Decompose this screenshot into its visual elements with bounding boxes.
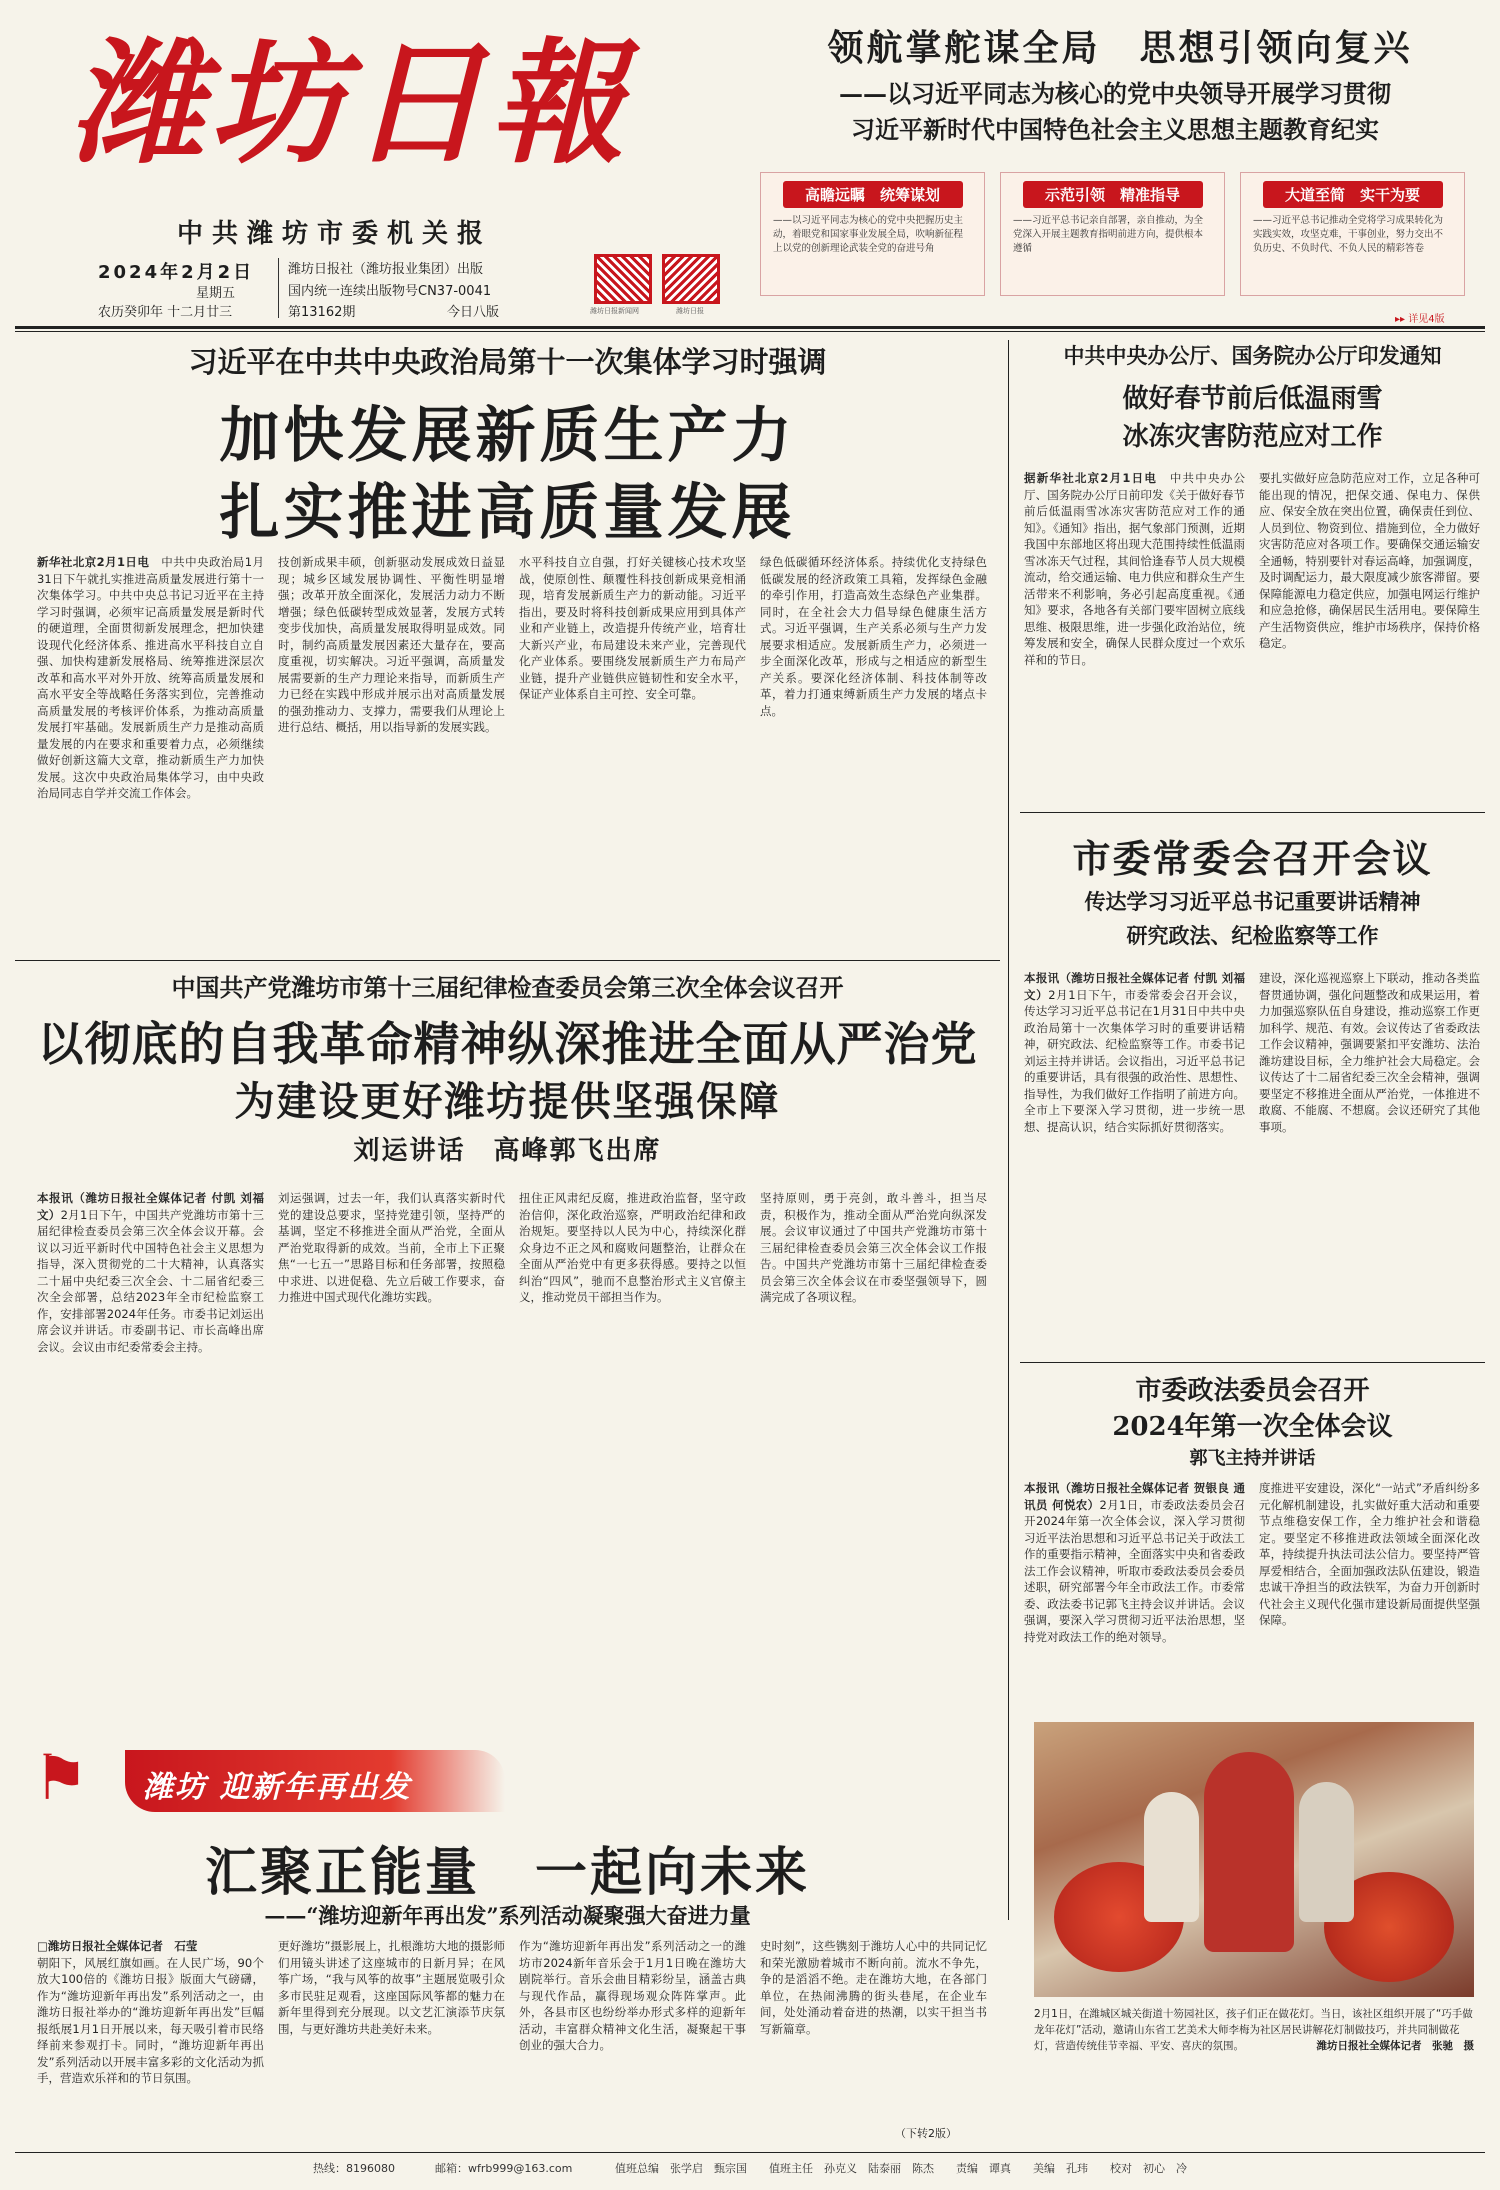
masthead <box>62 18 742 320</box>
sc-sub1: 传达学习习近平总书记重要讲话精神 <box>1084 889 1421 914</box>
top-feature <box>745 12 1480 330</box>
right-top-story <box>1020 340 1485 825</box>
issue-lunar: 农历癸卯年 十二月廿三 <box>98 305 233 320</box>
photo-child-2 <box>1299 1782 1354 1922</box>
qr-code-paper[interactable] <box>662 254 720 304</box>
sc-col-1-text: 2月1日下午，市委常委会召开会议，传达学习习近平总书记在1月31日中共中央政治局第十一次集体学习时的重要讲话精神，研究政法、纪检监察等工作。市委书记刘运主持并讲话。会议指出，习近平总书记的重要讲话，具有很强的政治性、思想性、指导性，为我们做好工作指明了前进方向。全市上下要深入学习贯彻，进一步统一思想、提高认识，结合实际抓好贯彻落实。 <box>1024 987 1246 1134</box>
top-feature-sub2: 习近平新时代中国特色社会主义思想主题教育纪实 <box>851 115 1379 144</box>
lead-kicker: 习近平在中共中央政治局第十一次集体学习时强调 <box>188 345 827 379</box>
pl-col-1 <box>1024 1480 1245 1710</box>
new-year-col-3: 作为“潍坊迎新年再出发”系列活动之一的潍坊市2024新年音乐会于1月1日晚在潍坊大剧院举行。音乐会曲目精彩纷呈，涵盖古典与现代作品，赢得现场观众阵阵掌声。此外，各县市区也纷纷举办形式多样的迎新年活动，丰富群众精神文化生活，凝聚起干事创业的强大合力。 <box>519 1939 746 2052</box>
box-1-text: ——以习近平同志为核心的党中央把握历史主动，着眼党和国家事业发展全局，吹响新征程上以党的创新理论武装全党的奋进号角 <box>773 215 964 254</box>
lead-story <box>15 340 1000 952</box>
standing-committee-story <box>1020 820 1485 1360</box>
box-1-tag: 高瞻远瞩 统筹谋划 <box>783 181 963 208</box>
continued-note[interactable]: （下转2版） <box>895 2127 957 2140</box>
top-feature-box-3[interactable] <box>1240 172 1465 296</box>
new-year-col-2: 更好潍坊”摄影展上，扎根潍坊大地的摄影师们用镜头讲述了这座城市的日新月异；在风筝广场，“我与风筝的故事”主题展览吸引众多市民驻足观看，这座国际风筝都的魅力在新年里得到充分展现。以文艺汇演添节庆氛围，与更好潍坊共赴美好未来。 <box>278 1939 505 2036</box>
pl-byline: 本报讯（潍坊日报社全媒体记者 贺银良 通讯员 何悦农） <box>1024 1481 1245 1512</box>
discipline-byline: 本报讯（潍坊日报社全媒体记者 付凯 刘福文） <box>37 1191 264 1222</box>
qr-code-news[interactable] <box>594 254 652 304</box>
issue-weekday: 星期五 <box>196 286 236 301</box>
publisher: 潍坊日报社（潍坊报业集团）出版 <box>288 262 484 277</box>
box-3-text: ——习近平总书记推动全党将学习成果转化为实践实效，攻坚克难，干事创业，努力交出不负历史、不负时代、不负人民的精彩答卷 <box>1253 215 1444 254</box>
photo-credit: 潍坊日报社全媒体记者 张驰 摄 <box>1316 2040 1474 2052</box>
issue-date: 2024年2月2日 <box>98 262 255 283</box>
photo-child <box>1144 1792 1199 1922</box>
photo-person <box>1204 1752 1294 1952</box>
pl-col-1-text: 2月1日，市委政法委员会召开2024年第一次全体会议，深入学习贯彻习近平法治思想和习近平总书记关于政法工作的重要指示精神，全面落实中央和省委政法工作会议精神，听取市委政法委员会委员述职，研究部署今年全市政法工作。市委常委、政法委书记郭飞主持会议并讲话。会议强调，要深入学习贯彻习近平法治思想，坚持党对政法工作的绝对领导。 <box>1024 1497 1245 1644</box>
sc-col-2: 建设，深化巡视巡察上下联动，推动各类监督贯通协调，强化问题整改和成果运用，着力加强巡察队伍自身建设，推动巡察工作更加科学、规范、有效。会议传达了省委政法工作会议精神，强调要紧扣平安潍坊、法治潍坊建设目标，全力维护社会大局稳定。会议传达了十二届省纪委三次全会精神，强调要坚定不移推进全面从严治党，一体推进不敢腐、不能腐、不想腐。会议还研究了其他事项。 <box>1259 971 1480 1134</box>
discipline-headline-1[interactable]: 以彻底的自我革命精神纵深推进全面从严治党 <box>37 1017 978 1071</box>
footer-editors: 值班总编 张学启 甄宗国 值班主任 孙克义 陆泰丽 陈杰 责编 谭真 美编 孔玮 校对 初心 冷 <box>615 2162 1187 2175</box>
lead-col-4: 绿色低碳循环经济体系。持续优化支持绿色低碳发展的经济政策工具箱，发挥绿色金融的牵引作用，打造高效生态绿色产业集群。同时，在全社会大力倡导绿色健康生活方式。习近平强调，生产关系必须与生产力发展要求相适应。发展新质生产力，必须进一步全面深化改革，形成与之相适应的新型生产关系。要深化经济体制、科技体制等改革，着力打通束缚新质生产力发展的堵点卡点。 <box>760 555 987 718</box>
qr-caption-paper: 潍坊日报 <box>676 307 704 315</box>
see-more-label: 详见4版 <box>1408 314 1445 325</box>
pl-headline-2[interactable]: 2024年第一次全体会议 <box>1112 1412 1393 1442</box>
discipline-col-4: 坚持原则，勇于亮剑，敢斗善斗，担当尽责，积极作为，推动全面从严治党向纵深发展。会议审议通过了中国共产党潍坊市第十三届纪律检查委员会第三次全体会议工作报告。中国共产党潍坊市第十三届纪律检查委员会第三次全体会议在市委坚强领导下，圆满完成了各项议程。 <box>760 1191 987 1304</box>
footer <box>15 2158 1485 2182</box>
new-year-byline: □潍坊日报社全媒体记者 石莹 <box>37 1939 198 1953</box>
lead-col-1 <box>37 554 264 944</box>
see-more-link[interactable] <box>1395 310 1445 325</box>
new-year-headline[interactable]: 汇聚正能量 一起向未来 <box>204 1842 810 1903</box>
lead-col-1-text: 中共中央政治局1月31日下午就扎实推进高质量发展进行第十一次集体学习。中共中央总书记习近平在主持学习时强调，必须牢记高质量发展是新时代的硬道理，全面贯彻新发展理念，把加快建设现代化经济体系、推进高水平科技自立自强、加快构建新发展格局、统筹推进深层次改革和高水平对外开放、统筹高质量发展和高水平安全等战略任务落实到位，完善推动高质量发展的考核评价体系，为推动高质量发展打牢基础。发展新质生产力是推动高质量发展的内在要求和重要着力点，必须继续做好创新这篇大文章，推动新质生产力加快发展。这次中央政治局集体学习，由中央政治局同志自学并交流工作体会。 <box>37 555 264 800</box>
top-feature-box-2[interactable] <box>1000 172 1225 296</box>
right-col-1-text: 中共中央办公厅、国务院办公厅日前印发《关于做好春节前后低温雨雪冰冻灾害防范应对工作的通知》。《通知》指出，据气象部门预测，近期我国中东部地区将出现大范围持续性低温雨雪冰冻天气过程，其间恰逢春节人员大规模流动，给交通运输、电力供应和群众生产生活带来不利影响，务必引起高度重视。《通知》要求，各地各有关部门要牢固树立底线思维、极限思维，进一步强化政治站位，统筹发展和安全，确保人民群众度过一个欢乐祥和的节日。 <box>1024 471 1245 667</box>
box-3-tag: 大道至简 实干为要 <box>1263 181 1443 208</box>
new-year-col-1 <box>37 1938 264 2118</box>
lead-col-2: 技创新成果丰硕，创新驱动发展成效日益显现；城乡区域发展协调性、平衡性明显增强；改革开放全面深化，发展活力动力不断增强；绿色低碳转型成效显著，发展方式转变步伐加快，高质量发展取得明显成效。同时，制约高质量发展因素还大量存在，要高度重视，切实解决。习近平强调，高质量发展需要新的生产力理论来指导，而新质生产力已经在实践中形成并展示出对高质量发展的强劲推动力、支撑力，需要我们从理论上进行总结、概括，用以指导新的发展实践。 <box>278 555 505 734</box>
right-headline-2[interactable]: 冰冻灾害防范应对工作 <box>1122 422 1383 452</box>
cn-number: 国内统一连续出版物号CN37-0041 <box>288 284 492 299</box>
pl-headline-1[interactable]: 市委政法委员会召开 <box>1135 1376 1370 1406</box>
discipline-col-1 <box>37 1190 264 1730</box>
masthead-title: 潍坊日報 <box>70 24 631 182</box>
right-dateline: 据新华社北京2月1日电 <box>1024 471 1158 485</box>
lantern-photo[interactable] <box>1034 1722 1474 1997</box>
new-year-banner-text: 潍坊 迎新年再出发 <box>143 1770 412 1805</box>
right-col-1 <box>1024 470 1245 815</box>
top-feature-sub1: ——以习近平同志为核心的党中央领导开展学习贯彻 <box>839 79 1391 108</box>
discipline-col-2: 刘运强调，过去一年，我们认真落实新时代党的建设总要求，坚持党建引领，坚持严的基调，坚定不移推进全面从严治党，全面从严治党取得新的成效。当前，全市上下正聚焦“一七五一”思路目标和任务部署，按照稳中求进、以进促稳、先立后破工作要求，奋力推进中国式现代化潍坊实践。 <box>278 1191 505 1304</box>
discipline-col-1-text: 2月1日下午，中国共产党潍坊市第十三届纪律检查委员会第三次全体会议开幕。会议以习近平新时代中国特色社会主义思想为指导，深入贯彻党的二十大精神，认真落实二十届中央纪委三次全会、十二届省纪委三次全会部署，总结2023年全市纪检监察工作，安排部署2024年任务。市委书记刘运出席会议并讲话。市委副书记、市长高峰出席会议。会议由市纪委常委会主持。 <box>37 1207 265 1354</box>
discipline-story <box>15 968 1000 1788</box>
top-feature-headline[interactable]: 领航掌舵谋全局 思想引领向复兴 <box>827 27 1413 69</box>
new-year-col-1-text: 朝阳下，风展红旗如画。在人民广场，90个放大100倍的《潍坊日报》版面大气磅礴，作为“潍坊迎新年再出发”系列活动之一，由潍坊日报社举办的“潍坊迎新年再出发”巨幅报纸展1月1日开展以来，每天吸引着市民络绎前来参观打卡。同时，“潍坊迎新年再出发”系列活动以开展丰富多彩的文化活动为抓手，营造欢乐祥和的节日氛围。 <box>37 1955 264 2085</box>
lead-dateline: 新华社北京2月1日电 <box>37 555 150 569</box>
page-count: 今日八版 <box>447 305 500 320</box>
sc-col-1 <box>1024 970 1245 1348</box>
photo-caption <box>1034 2006 1474 2054</box>
masthead-subtitle: 中共潍坊市委机关报 <box>177 219 493 249</box>
sc-byline: 本报讯（潍坊日报社全媒体记者 付凯 刘福文） <box>1024 971 1245 1002</box>
photo-caption-text: 2月1日，在潍城区城关街道十笏园社区，孩子们正在做花灯。当日，该社区组织开展了“巧手做龙年花灯”活动，邀请山东省工艺美术大师李梅为社区居民讲解花灯制做技巧，并共同制做花灯，营造传统佳节幸福、平安、喜庆的氛围。 <box>1034 2008 1473 2052</box>
discipline-col-3: 扭住正风肃纪反腐，推进政治监督，坚守政治信仰，深化政治巡察，严明政治纪律和政治规矩。要坚持以人民为中心，持续深化群众身边不正之风和腐败问题整治，让群众在全面从严治党中有更多获得感。要持之以恒纠治“四风”，驰而不息整治形式主义官僚主义，推动党员干部担当作为。 <box>519 1191 746 1304</box>
new-year-sub: ——“潍坊迎新年再出发”系列活动凝聚强大奋进力量 <box>264 1903 751 1928</box>
sc-sub2: 研究政法、纪检监察等工作 <box>1126 923 1379 948</box>
right-kicker: 中共中央办公厅、国务院办公厅印发通知 <box>1063 343 1442 368</box>
footer-hotline: 热线：8196080 <box>313 2162 395 2175</box>
lead-headline-1[interactable]: 加快发展新质生产力 <box>219 401 796 471</box>
discipline-headline-2[interactable]: 为建设更好潍坊提供坚强保障 <box>234 1078 781 1125</box>
arrow-right-icon: ▸▸ <box>1395 314 1409 325</box>
pl-col-2: 度推进平安建设，深化“一站式”矛盾纠纷多元化解机制建设，扎实做好重大活动和重要节点维稳安保工作，全力维护社会和谐稳定。要坚定不移推进政法领域全面深化改革，持续提升执法司法公信力。要坚持严管厚爱相结合，全面加强政法队伍建设，锻造忠诚干净担当的政法铁军，为奋力开创新时代社会主义现代化强市建设新局面提供坚强保障。 <box>1259 1481 1480 1627</box>
sc-headline[interactable]: 市委常委会召开会议 <box>1072 836 1433 881</box>
box-2-text: ——习近平总书记亲自部署，亲自推动，为全党深入开展主题教育指明前进方向，提供根本遵循 <box>1013 215 1204 254</box>
footer-email[interactable]: 邮箱：wfrb999@163.com <box>435 2162 573 2175</box>
issue-number: 第13162期 <box>288 305 356 320</box>
discipline-sub: 刘运讲话 高峰郭飞出席 <box>353 1136 662 1166</box>
banner-flag-icon: ⚑ <box>33 1741 89 1814</box>
new-year-banner <box>33 1741 505 1814</box>
lead-col-3: 水平科技自立自强，打好关键核心技术攻坚战，使原创性、颠覆性科技创新成果竞相涌现，培育发展新质生产力的新动能。习近平指出，要及时将科技创新成果应用到具体产业和产业链上，改造提升传统产业，培育壮大新兴产业，布局建设未来产业，完善现代化产业体系。要围绕发展新质生产力布局产业链，提升产业链供应链韧性和安全水平，保证产业体系自主可控、安全可靠。 <box>519 555 746 701</box>
new-year-story <box>15 1738 1025 2148</box>
top-feature-box-1[interactable] <box>760 172 985 296</box>
right-headline-1[interactable]: 做好春节前后低温雨雪 <box>1122 384 1383 414</box>
box-2-tag: 示范引领 精准指导 <box>1023 181 1203 208</box>
right-col-2: 要扎实做好应急防范应对工作，立足各种可能出现的情况，把保交通、保电力、保供应、保安全放在突出位置，确保责任到位、人员到位、物资到位、措施到位，全力做好灾害防范应对各项工作。要确保交通运输安全通畅，特别要针对春运高峰，加强调度，及时调配运力，最大限度减少旅客滞留。要保障能源电力稳定供应，加强电网运行维护和应急抢修，确保居民生活用电。要保障生产生活物资供应，维护市场秩序，保持价格稳定。 <box>1259 471 1480 650</box>
discipline-kicker: 中国共产党潍坊市第十三届纪律检查委员会第三次全体会议召开 <box>171 973 844 1002</box>
lead-headline-2[interactable]: 扎实推进高质量发展 <box>219 478 796 548</box>
qr-caption-news: 潍坊日报新闻网 <box>590 307 639 315</box>
pl-sub: 郭飞主持并讲话 <box>1189 1448 1316 1469</box>
new-year-col-4: 史时刻”，这些镌刻于潍坊人心中的共同记忆和荣光激励着城市不断向前。流水不争先，争的是滔滔不绝。走在潍坊大地，在各部门单位，在热闹沸腾的街头巷尾，在企业车间，处处涌动着奋进的热潮，以实干担当书写新篇章。 <box>760 1939 987 2036</box>
